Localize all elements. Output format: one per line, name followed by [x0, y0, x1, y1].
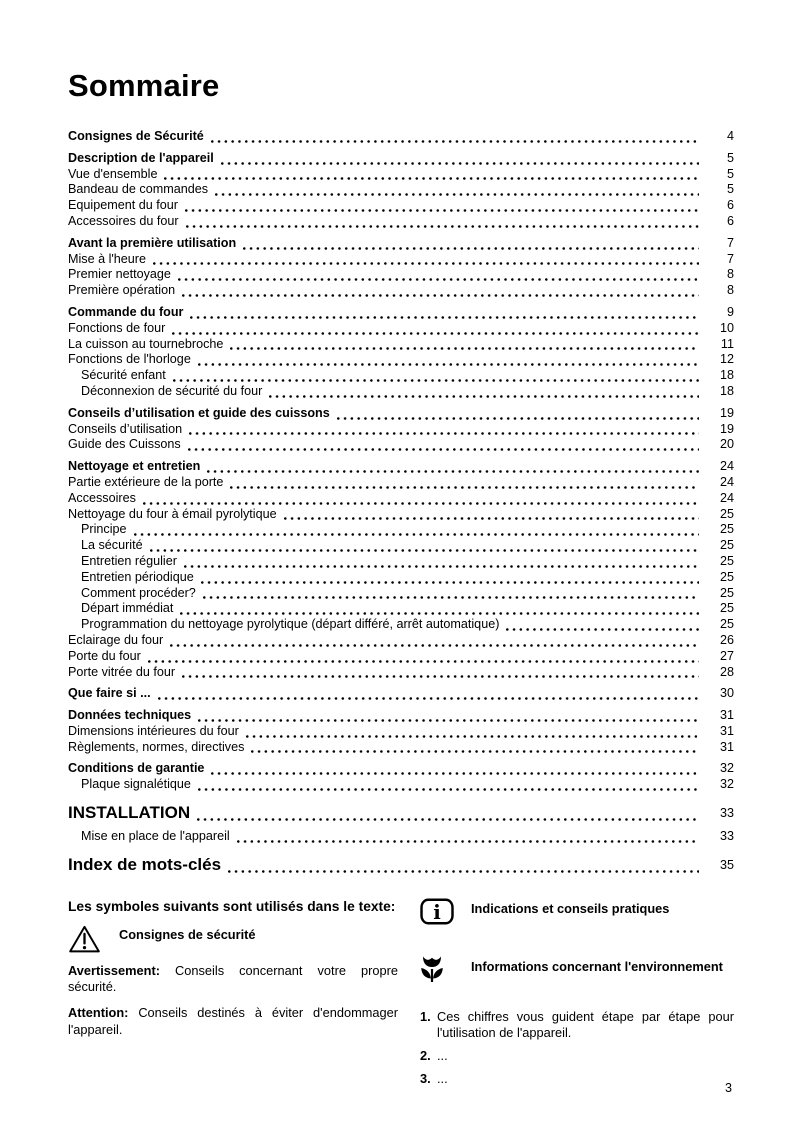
step-number: 3.	[420, 1070, 431, 1086]
toc-entry-label: La sécurité	[81, 538, 143, 553]
toc-dotted-leader	[164, 177, 699, 180]
toc-entry	[68, 182, 734, 198]
toc-entry-page: 31	[719, 708, 734, 723]
toc-entry-page: 28	[719, 664, 734, 679]
toc-dotted-leader	[207, 470, 699, 473]
warning-paragraph-text: Conseils concernant votre propre sécurité.	[68, 962, 398, 995]
toc-entry-label: Accessoires du four	[68, 213, 179, 228]
safety-symbol-label: Consignes de sécurité	[119, 926, 256, 942]
toc-entry	[68, 686, 734, 702]
toc-entry-page: 30	[719, 686, 734, 701]
toc-dotted-leader	[201, 581, 699, 584]
toc-dotted-leader	[153, 262, 699, 265]
toc-entry	[68, 633, 734, 649]
toc-entry-label: Bandeau de commandes	[68, 182, 209, 197]
toc-dotted-leader	[203, 596, 699, 599]
toc-entry-page: 19	[719, 405, 734, 420]
toc-entry	[68, 522, 734, 538]
environment-symbol-label: Informations concernant l'environnement	[471, 958, 723, 974]
toc-entry	[68, 406, 734, 422]
toc-entry-label: Règlements, normes, directives	[68, 739, 245, 754]
toc-entry-page: 12	[719, 352, 734, 367]
toc-entry	[68, 665, 734, 681]
toc-entry-page: 9	[726, 304, 734, 319]
toc-dotted-leader	[172, 332, 699, 335]
toc-entry-label: Mise en place de l'appareil	[81, 829, 230, 844]
toc-entry	[68, 198, 734, 214]
step-text: ...	[437, 1070, 448, 1086]
toc-dotted-leader	[186, 225, 699, 228]
toc-entry-page: 24	[719, 474, 734, 489]
toc-dotted-leader	[173, 379, 699, 382]
toc-entry-label: Entretien périodique	[81, 569, 194, 584]
toc-entry-page: 32	[719, 777, 734, 792]
toc-entry	[68, 214, 734, 230]
toc-entry	[68, 422, 734, 438]
toc-entry	[68, 252, 734, 268]
toc-entry	[68, 337, 734, 353]
toc-dotted-leader	[158, 697, 699, 700]
toc-dotted-leader	[198, 363, 699, 366]
toc-dotted-leader	[143, 502, 699, 505]
toc-entry-label: Eclairage du four	[68, 632, 164, 647]
toc-entry-label: Conseils d’utilisation et guide des cuissons	[68, 405, 330, 420]
toc-entry	[68, 475, 734, 491]
toc-dotted-leader	[215, 193, 699, 196]
toc-entry-page: 24	[719, 459, 734, 474]
toc-entry-label: Equipement du four	[68, 198, 178, 213]
toc-entry-page: 7	[726, 235, 734, 250]
page-content	[68, 0, 734, 1093]
toc-entry-page: 33	[719, 829, 734, 844]
toc-entry-page: 27	[719, 648, 734, 663]
toc-entry-page: 25	[719, 553, 734, 568]
toc-entry-page: 11	[720, 336, 734, 351]
step-text: Ces chiffres vous guident étape par étape pour l'utilisation de l'appareil.	[437, 1008, 734, 1041]
toc-dotted-leader	[180, 612, 699, 615]
toc-dotted-leader	[148, 660, 699, 663]
numbered-steps-list	[420, 1009, 734, 1087]
toc-dotted-leader	[269, 395, 699, 398]
toc-entry-page: 5	[726, 150, 734, 165]
info-symbol-label: Indications et conseils pratiques	[471, 900, 670, 916]
step-text: ...	[437, 1048, 448, 1064]
toc-entry-label: INSTALLATION	[68, 803, 191, 823]
toc-entry-page: 32	[719, 761, 734, 776]
toc-entry-label: Dimensions intérieures du four	[68, 723, 239, 738]
toc-dotted-leader	[134, 533, 700, 536]
toc-entry-page: 26	[719, 632, 734, 647]
toc-entry	[68, 129, 734, 145]
toc-dotted-leader	[178, 278, 699, 281]
toc-entry	[68, 802, 734, 823]
toc-entry	[68, 586, 734, 602]
symbols-left-column	[68, 896, 398, 1093]
toc-entry-label: Entretien régulier	[81, 553, 177, 568]
toc-dotted-leader	[188, 448, 699, 451]
toc-entry-page: 8	[726, 283, 734, 298]
toc-dotted-leader	[251, 750, 699, 753]
toc-entry-label: Commande du four	[68, 304, 184, 319]
toc-dotted-leader	[211, 772, 699, 775]
toc-dotted-leader	[211, 140, 699, 143]
toc-dotted-leader	[230, 347, 699, 350]
toc-entry-label: Que faire si ...	[68, 686, 151, 701]
toc-dotted-leader	[198, 719, 699, 722]
toc-entry	[68, 854, 734, 875]
toc-entry	[68, 740, 734, 756]
toc-entry	[68, 570, 734, 586]
toc-entry	[68, 305, 734, 321]
info-icon	[420, 898, 456, 925]
toc-dotted-leader	[237, 840, 699, 843]
toc-entry-label: Porte du four	[68, 648, 141, 663]
toc-entry	[68, 283, 734, 299]
toc-dotted-leader	[221, 162, 699, 165]
toc-entry	[68, 829, 734, 845]
toc-dotted-leader	[228, 870, 699, 873]
toc-entry-label: Index de mots-clés	[68, 854, 222, 874]
toc-entry	[68, 649, 734, 665]
toc-entry-page: 31	[719, 739, 734, 754]
toc-dotted-leader	[189, 432, 699, 435]
page-number: 3	[724, 1081, 732, 1095]
toc-dotted-leader	[337, 417, 699, 420]
toc-dotted-leader	[230, 486, 699, 489]
toc-entry-page: 20	[719, 437, 734, 452]
toc-entry-page: 4	[726, 129, 734, 143]
toc-dotted-leader	[198, 788, 699, 791]
attention-paragraph-lead: Attention:	[68, 1005, 129, 1021]
environment-symbol-row	[420, 956, 734, 982]
toc-entry-label: Principe	[81, 522, 127, 537]
toc-entry-label: Déconnexion de sécurité du four	[81, 383, 263, 398]
toc-entry-label: Accessoires	[68, 490, 136, 505]
toc-entry	[68, 321, 734, 337]
toc-dotted-leader	[184, 565, 699, 568]
symbols-heading: Les symboles suivants sont utilisés dans le texte:	[68, 898, 396, 914]
safety-symbol-row	[68, 924, 398, 954]
flower-icon	[420, 956, 456, 982]
numbered-step	[420, 1009, 734, 1042]
warning-paragraph-lead: Avertissement:	[68, 962, 160, 978]
warning-triangle-icon	[68, 924, 104, 954]
toc-entry-page: 25	[719, 617, 734, 632]
toc-entry	[68, 761, 734, 777]
toc-entry-label: Premier nettoyage	[68, 267, 171, 282]
svg-text:i: i	[433, 899, 441, 924]
toc-entry	[68, 459, 734, 475]
toc-entry-page: 25	[719, 585, 734, 600]
toc-entry	[68, 491, 734, 507]
toc-entry-label: Consignes de Sécurité	[68, 129, 204, 143]
symbols-right-column	[420, 896, 734, 1093]
toc-entry	[68, 437, 734, 453]
warning-paragraph	[68, 963, 398, 996]
toc-entry-page: 10	[719, 320, 734, 335]
toc-entry-label: Données techniques	[68, 708, 192, 723]
toc-dotted-leader	[243, 247, 699, 250]
numbered-step	[420, 1048, 734, 1065]
toc-dotted-leader	[506, 628, 699, 631]
toc-entry-label: Avant la première utilisation	[68, 235, 237, 250]
toc-entry-page: 8	[726, 267, 734, 282]
toc-entry-page: 6	[726, 213, 734, 228]
toc-entry-page: 6	[726, 198, 734, 213]
toc-dotted-leader	[246, 735, 699, 738]
attention-paragraph-text: Conseils destinés à éviter d'endommager l'appareil.	[68, 1005, 398, 1037]
toc-entry-label: Vue d'ensemble	[68, 166, 158, 181]
toc-entry-page: 25	[719, 601, 734, 616]
toc-entry	[68, 777, 734, 793]
toc-dotted-leader	[284, 517, 699, 520]
toc-entry-label: Fonctions de l'horloge	[68, 352, 191, 367]
toc-entry-page: 35	[719, 857, 734, 872]
toc-entry-label: Conseils d’utilisation	[68, 421, 183, 436]
toc-list	[68, 129, 734, 875]
toc-entry	[68, 267, 734, 283]
toc-entry-page: 25	[719, 569, 734, 584]
toc-dotted-leader	[182, 294, 699, 297]
toc-entry-label: Porte vitrée du four	[68, 664, 176, 679]
toc-entry	[68, 554, 734, 570]
step-number: 2.	[420, 1048, 431, 1064]
attention-paragraph	[68, 1005, 398, 1038]
toc-entry-page: 33	[719, 806, 734, 821]
toc-entry	[68, 538, 734, 554]
toc-entry-label: Nettoyage du four à émail pyrolytique	[68, 506, 277, 521]
toc-entry	[68, 236, 734, 252]
toc-dotted-leader	[170, 644, 699, 647]
toc-entry-page: 25	[719, 506, 734, 521]
symbols-section	[68, 896, 734, 1093]
toc-dotted-leader	[197, 818, 699, 821]
toc-entry	[68, 617, 734, 633]
toc-entry-label: Partie extérieure de la porte	[68, 474, 224, 489]
toc-entry	[68, 151, 734, 167]
toc-entry-page: 24	[719, 490, 734, 505]
toc-entry-page: 5	[726, 166, 734, 181]
toc-entry-label: Programmation du nettoyage pyrolytique (départ différé, arrêt automatique)	[81, 617, 500, 632]
toc-entry	[68, 368, 734, 384]
numbered-step	[420, 1071, 734, 1088]
toc-entry-page: 18	[719, 383, 734, 398]
toc-entry-label: Comment procéder?	[81, 585, 196, 600]
toc-entry-label: La cuisson au tournebroche	[68, 336, 224, 351]
toc-entry-page: 18	[719, 368, 734, 383]
toc-entry	[68, 384, 734, 400]
toc-entry-label: Fonctions de four	[68, 320, 166, 335]
toc-entry	[68, 724, 734, 740]
toc-entry	[68, 708, 734, 724]
toc-dotted-leader	[190, 316, 699, 319]
toc-entry-label: Première opération	[68, 283, 176, 298]
toc-dotted-leader	[182, 675, 699, 678]
toc-entry	[68, 352, 734, 368]
page-title: Sommaire	[68, 68, 220, 103]
toc-entry-page: 31	[719, 723, 734, 738]
toc-entry-page: 19	[719, 421, 734, 436]
toc-entry	[68, 507, 734, 523]
toc-entry-page: 7	[726, 251, 734, 266]
toc-entry	[68, 601, 734, 617]
toc-dotted-leader	[150, 549, 699, 552]
toc-entry-label: Départ immédiat	[81, 601, 174, 616]
toc-entry-label: Nettoyage et entretien	[68, 459, 201, 474]
toc-entry-label: Mise à l'heure	[68, 251, 147, 266]
toc-entry-page: 25	[719, 538, 734, 553]
toc-entry-page: 25	[719, 522, 734, 537]
toc-entry-page: 5	[726, 182, 734, 197]
toc-dotted-leader	[185, 209, 699, 212]
step-number: 1.	[420, 1008, 431, 1024]
toc-entry-label: Guide des Cuissons	[68, 437, 181, 452]
toc-entry	[68, 167, 734, 183]
toc-entry-label: Conditions de garantie	[68, 761, 205, 776]
toc-entry-label: Description de l'appareil	[68, 150, 214, 165]
toc-entry-label: Sécurité enfant	[81, 368, 166, 383]
toc-entry-label: Plaque signalétique	[81, 777, 191, 792]
info-symbol-row	[420, 898, 734, 925]
